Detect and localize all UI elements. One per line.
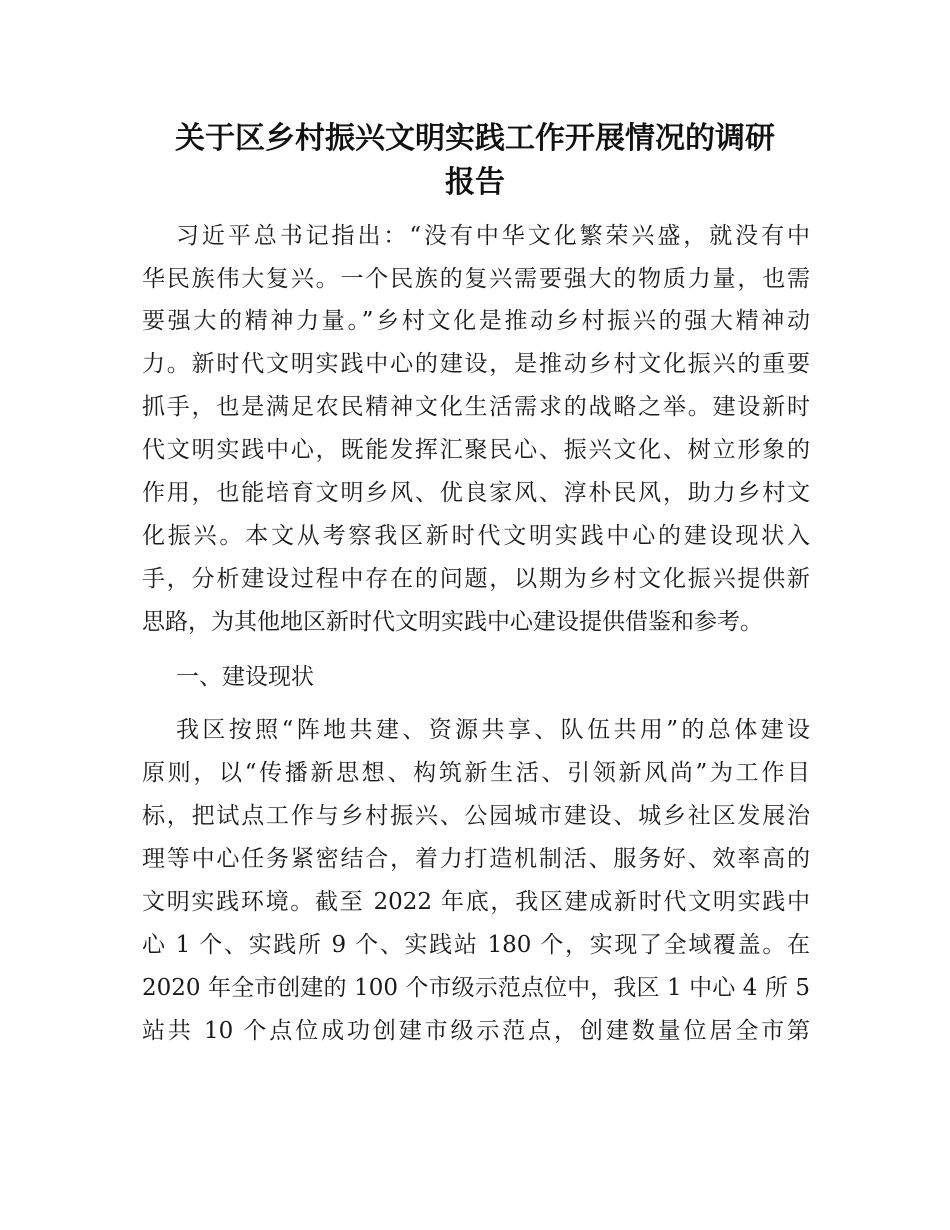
paragraph-1-line: 手，分析建设过程中存在的问题，以期为乡村文化振兴提供新 bbox=[142, 566, 810, 592]
paragraph-1-line: 习近平总书记指出：“没有中华文化繁荣兴盛，就没有中 bbox=[176, 223, 810, 249]
section-heading: 一、建设现状 bbox=[176, 664, 314, 690]
paragraph-2-line: 2020 年全市创建的 100 个市级示范点位中，我区 1 中心 4 所 5 bbox=[142, 975, 810, 1001]
paragraph-2-line: 心 1 个、实践所 9 个、实践站 180 个，实现了全域覆盖。在 bbox=[142, 932, 810, 958]
paragraph-1-line: 思路，为其他地区新时代文明实践中心建设提供借鉴和参考。 bbox=[142, 609, 763, 635]
paragraph-2-line: 文明实践环境。截至 2022 年底，我区建成新时代文明实践中 bbox=[142, 889, 810, 915]
paragraph-1-line: 化振兴。本文从考察我区新时代文明实践中心的建设现状入 bbox=[142, 523, 810, 549]
paragraph-1-line: 代文明实践中心，既能发挥汇聚民心、振兴文化、树立形象的 bbox=[142, 437, 810, 463]
paragraph-2-line: 标，把试点工作与乡村振兴、公园城市建设、城乡社区发展治 bbox=[142, 803, 810, 829]
document-title-line-2: 报告 bbox=[445, 165, 505, 200]
paragraph-1-line: 作用，也能培育文明乡风、优良家风、淳朴民风，助力乡村文 bbox=[142, 480, 810, 506]
paragraph-1-line: 华民族伟大复兴。一个民族的复兴需要强大的物质力量，也需 bbox=[142, 266, 810, 292]
paragraph-1-line: 抓手，也是满足农民精神文化生活需求的战略之举。建设新时 bbox=[142, 394, 810, 420]
document-title-line-1: 关于区乡村振兴文明实践工作开展情况的调研 bbox=[175, 121, 775, 156]
paragraph-1-line: 要强大的精神力量。”乡村文化是推动乡村振兴的强大精神动 bbox=[142, 308, 810, 334]
paragraph-2-line: 理等中心任务紧密结合，着力打造机制活、服务好、效率高的 bbox=[142, 846, 810, 872]
paragraph-1-line: 力。新时代文明实践中心的建设，是推动乡村文化振兴的重要 bbox=[142, 351, 810, 377]
paragraph-2-line: 站共 10 个点位成功创建市级示范点，创建数量位居全市第 bbox=[142, 1018, 810, 1044]
paragraph-2-line: 我区按照“阵地共建、资源共享、队伍共用”的总体建设 bbox=[176, 717, 810, 743]
paragraph-2-line: 原则，以“传播新思想、构筑新生活、引领新风尚”为工作目 bbox=[142, 760, 810, 786]
